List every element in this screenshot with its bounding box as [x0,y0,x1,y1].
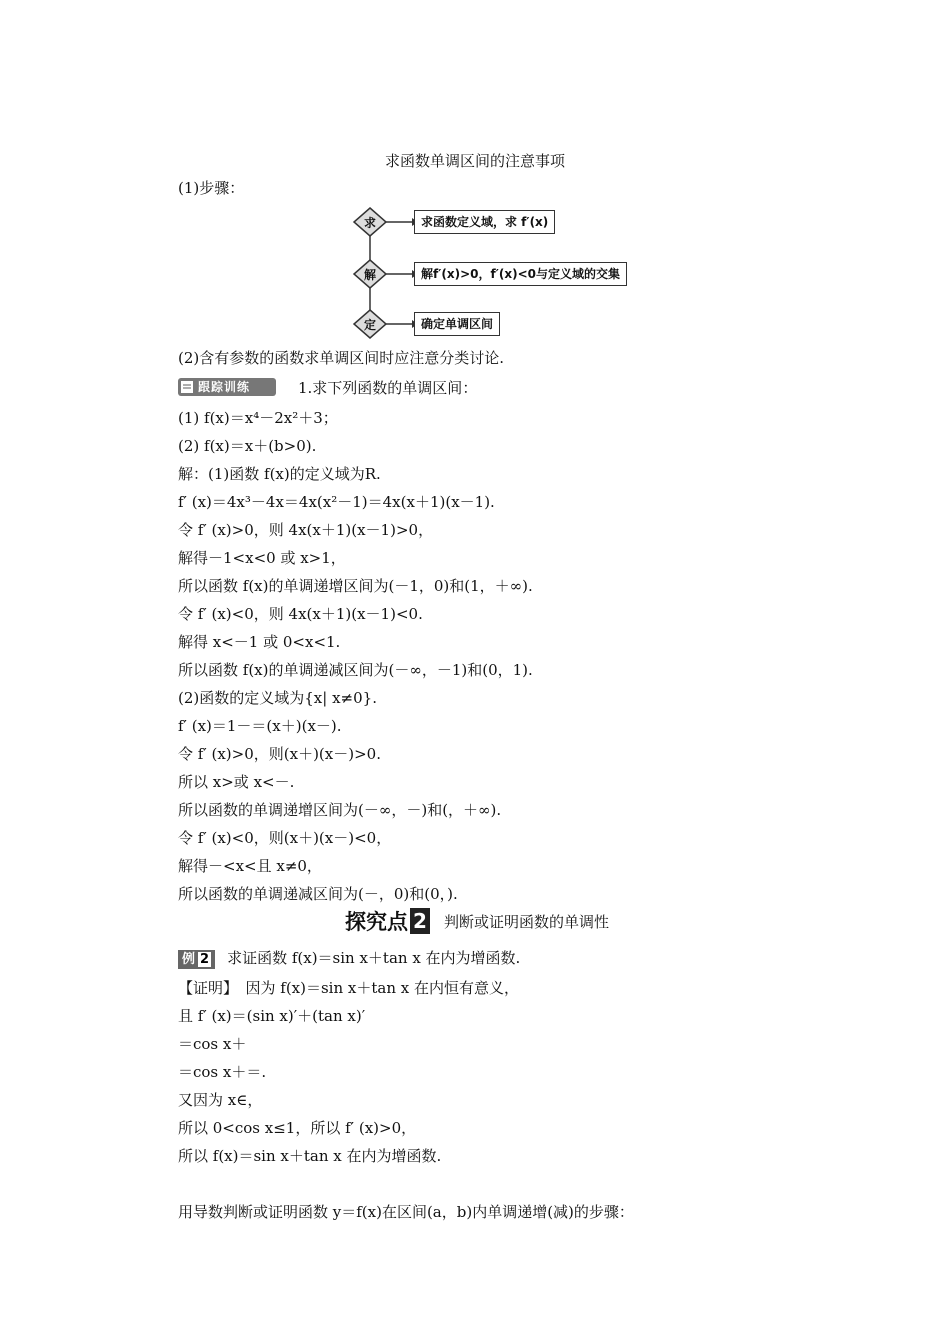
proof-line-1: 【证明】 因为 f(x)＝sin x＋tan x 在内恒有意义， [178,979,519,997]
proof-line-5: 又因为 x∈， [178,1091,263,1109]
example-number: 2 [200,952,210,967]
body-line-2: (2) f(x)＝x＋(b>0). [178,437,317,455]
proof-line-6: 所以 0<cos x≤1，所以 f′ (x)>0， [178,1119,417,1137]
final-statement: 用导数判断或证明函数 y＝f(x)在区间(a，b)内单调递增(减)的步骤： [178,1203,634,1221]
body-line-7: 所以函数 f(x)的单调递增区间为(－1，0)和(1，＋∞). [178,577,533,595]
proof-line-2: 且 f′ (x)＝(sin x)′＋(tan x)′ [178,1007,366,1025]
proof-line-3: ＝cos x＋ [178,1035,247,1053]
tracking-training-badge [178,378,276,396]
section-title: 求函数单调区间的注意事项 [384,152,565,170]
body-line-14: 所以 x>或 x<－. [178,773,295,791]
diamond-label-3: 定 [363,318,376,332]
section-word: 探究点 [345,910,408,934]
body-line-18: 所以函数的单调递减区间为(－，0)和(0，). [178,885,458,903]
example-line [178,946,520,970]
body-line-13: 令 f′ (x)>0，则(x＋)(x－)>0. [178,745,381,763]
steps-label: (1)步骤： [178,179,245,197]
body-line-17: 解得－<x<且 x≠0， [178,857,322,875]
body-line-16: 令 f′ (x)<0，则(x＋)(x－)<0， [178,829,392,847]
section-number: 2 [410,908,430,934]
body-line-12: f′ (x)＝1－＝(x＋)(x－). [178,717,342,735]
problem-statement: 1.求下列函数的单调区间： [298,379,478,397]
flow-box-2: 解f′(x)>0，f′(x)<0与定义域的交集 [414,262,627,286]
example-badge [178,950,215,969]
body-line-3: 解：(1)函数 f(x)的定义域为R. [178,465,381,483]
badge-text: 跟踪训练 [198,380,251,394]
proof-line-7: 所以 f(x)＝sin x＋tan x 在内为增函数. [178,1147,442,1165]
body-line-6: 解得－1<x<0 或 x>1， [178,549,346,567]
note-parameters: (2)含有参数的函数求单调区间时应注意分类讨论. [178,349,505,367]
diamond-label-1: 求 [363,216,376,230]
example-label: 例 [182,952,196,967]
flow-box-1: 求函数定义域，求 f′(x) [414,210,555,234]
body-line-9: 解得 x<－1 或 0<x<1. [178,633,341,651]
body-line-1: (1) f(x)＝x⁴－2x²＋3； [178,409,338,427]
body-line-15: 所以函数的单调递增区间为(－∞，－)和(，＋∞). [178,801,502,819]
diamond-label-2: 解 [363,268,376,282]
body-line-11: (2)函数的定义域为{x| x≠0}. [178,689,377,707]
flow-box-3: 确定单调区间 [414,312,500,336]
flowchart [350,204,640,344]
body-line-4: f′ (x)＝4x³－4x＝4x(x²－1)＝4x(x＋1)(x－1). [178,493,495,511]
body-line-8: 令 f′ (x)<0，则 4x(x＋1)(x－1)<0. [178,605,423,623]
body-line-10: 所以函数 f(x)的单调递减区间为(－∞，－1)和(0，1). [178,661,533,679]
section-subtitle: 判断或证明函数的单调性 [444,912,610,931]
section-heading [345,906,609,940]
body-line-5: 令 f′ (x)>0，则 4x(x＋1)(x－1)>0， [178,521,434,539]
example-text: 求证函数 f(x)＝sin x＋tan x 在内为增函数. [227,949,521,967]
proof-line-4: ＝cos x＋＝. [178,1063,267,1081]
